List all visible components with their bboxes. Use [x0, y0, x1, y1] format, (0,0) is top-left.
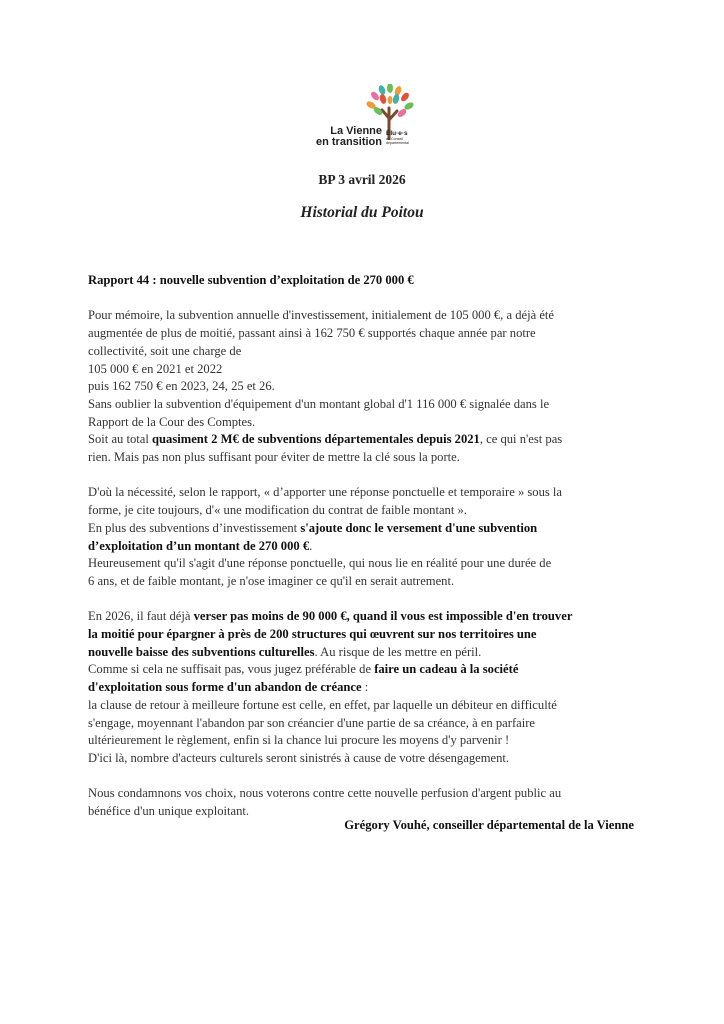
text-run: . Au risque de les mettre en péril. [314, 644, 482, 659]
paragraph-1 [88, 307, 648, 466]
text-run: , ce qui n'est pas [479, 432, 563, 447]
p1-line: Pour mémoire, la subvention annuelle d'investissement, initialement de 105 000 €, a déjà été [88, 308, 555, 323]
p3-line: ultérieurement le règlement, enfin si la chance lui procure les moyens d'y parvenir ! [88, 733, 510, 748]
p1-line: collectivité, soit une charge de [88, 343, 242, 358]
bold-text-run: quasiment 2 M€ de subventions départementales depuis 2021 [152, 432, 480, 447]
p3-line: D'ici là, nombre d'acteurs culturels seront sinistrés à cause de votre désengagement. [88, 750, 510, 765]
p3-line [88, 661, 648, 679]
text-run: . [309, 538, 313, 553]
p2-line: 6 ans, et de faible montant, je n'ose imaginer ce qu'il en serait autrement. [88, 573, 455, 588]
p1-line [88, 431, 648, 449]
logo-side-text [386, 130, 426, 145]
p2-line: D'où la nécessité, selon le rapport, « d’apporter une réponse ponctuelle et temporaire » sous la [88, 485, 563, 500]
p3-line [88, 679, 648, 697]
p1-line: Sans oublier la subvention d'équipement d'un montant global d'1 116 000 € signalée dans le [88, 396, 550, 411]
report-heading: Rapport 44 : nouvelle subvention d’exploitation de 270 000 € [88, 273, 414, 287]
logo-side-line3: départemental [386, 141, 409, 145]
logo-title-line1: La Vienne [330, 125, 382, 137]
p2-line [88, 520, 648, 538]
paragraph-4 [88, 785, 648, 820]
text-run: En 2026, il faut déjà [88, 609, 194, 624]
report-body [88, 272, 648, 821]
logo [312, 80, 424, 158]
signature: Grégory Vouhé, conseiller départemental de la Vienne [344, 818, 634, 832]
logo-title-line2: en transition [315, 136, 382, 148]
logo-side-line2: au Conseil [386, 137, 403, 141]
p3-line [88, 608, 648, 626]
document-date: BP 3 avril 2026 [318, 172, 406, 187]
logo-title [312, 126, 382, 148]
p1-line: Rapport de la Cour des Comptes. [88, 414, 256, 429]
p1-line: 105 000 € en 2021 et 2022 [88, 361, 223, 376]
p1-line: rien. Mais pas non plus suffisant pour éviter de mettre la clé sous la porte. [88, 450, 460, 465]
bold-text-run: s'ajoute donc le versement d'une subvention [300, 520, 538, 535]
text-run: Comme si cela ne suffisait pas, vous jugez préférable de [88, 662, 375, 677]
p1-line: puis 162 750 € en 2023, 24, 25 et 26. [88, 379, 275, 394]
p2-line [88, 538, 648, 556]
logo-side-line1: Élu·e·s [386, 130, 408, 137]
bold-text-run: d'exploitation sous forme d'un abandon de créance [88, 680, 362, 695]
bold-text-run: faire un cadeau à la société [374, 662, 519, 677]
document-subtitle: Historial du Poitou [300, 204, 424, 221]
text-run: : [361, 680, 369, 695]
text-run: En plus des subventions d’investissement [88, 520, 301, 535]
paragraph-2 [88, 484, 648, 590]
p4-line: bénéfice d'un unique exploitant. [88, 804, 250, 819]
p3-line [88, 644, 648, 662]
p4-line: Nous condamnons vos choix, nous voterons contre cette nouvelle perfusion d'argent public au [88, 786, 562, 801]
bold-text-run: nouvelle baisse des subventions culturelles [88, 644, 315, 659]
text-run: Soit au total [88, 432, 153, 447]
p3-line: la clause de retour à meilleure fortune est celle, en effet, par laquelle un débiteur en difficulté [88, 697, 557, 712]
p3-line: s'engage, moyennant l'abandon par son créancier d'une partie de sa créance, à en parfaire [88, 715, 536, 730]
bold-text-run: la moitié pour épargner à près de 200 structures qui œuvrent sur nos territoires une [88, 627, 537, 642]
bold-text-run: verser pas moins de 90 000 €, quand il vous est impossible d'en trouver [193, 609, 573, 624]
p1-line: augmentée de plus de moitié, passant ainsi à 162 750 € supportés chaque année par notre [88, 326, 536, 341]
paragraph-3 [88, 608, 648, 767]
p2-line: forme, je cite toujours, d'« une modification du contrat de faible montant ». [88, 503, 467, 518]
p3-line [88, 626, 648, 644]
bold-text-run: d’exploitation d’un montant de 270 000 € [88, 538, 310, 553]
p2-line: Heureusement qu'il s'agit d'une réponse ponctuelle, qui nous lie en réalité pour une durée de [88, 556, 552, 571]
